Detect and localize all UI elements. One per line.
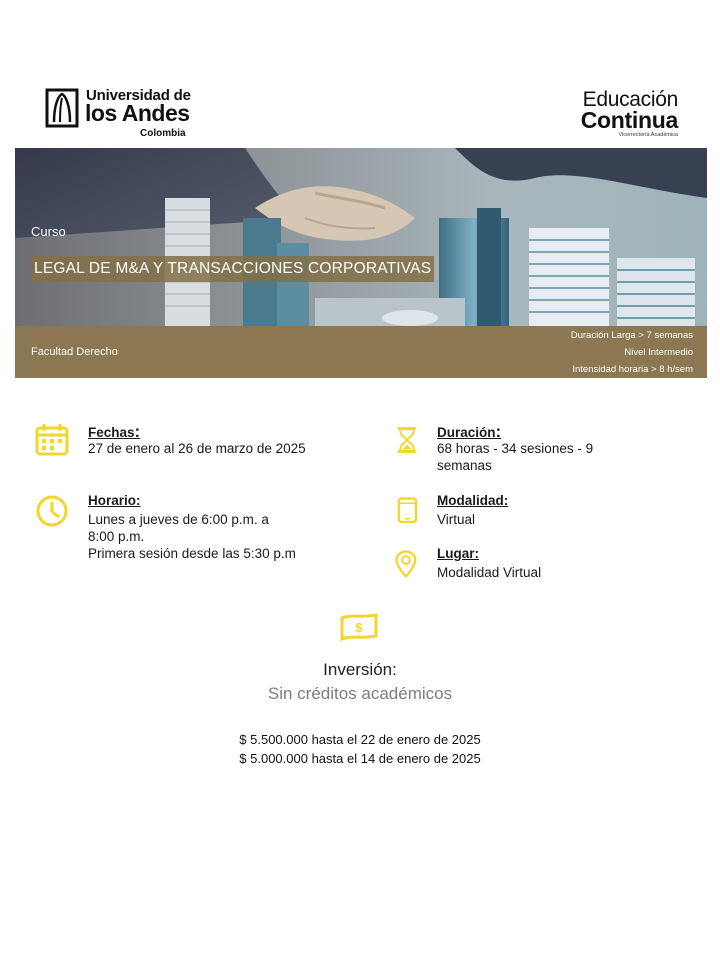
andes-logo-line3: Colombia: [140, 128, 186, 139]
duracion-label: Duración:: [437, 422, 502, 441]
fechas-label: Fechas:: [88, 422, 141, 441]
ec-logo-line1: Educación: [582, 88, 678, 111]
duracion-block: [383, 422, 643, 482]
faculty-label: Facultad Derecho: [31, 346, 118, 358]
horario-label: Horario:: [88, 493, 141, 508]
course-title: LEGAL DE M&A Y TRANSACCIONES CORPORATIVAS: [31, 256, 434, 282]
clock-icon: [34, 493, 70, 529]
andes-emblem-icon: [44, 86, 80, 130]
ec-logo-line2: Continua: [580, 107, 678, 133]
andes-logo-line1: Universidad de: [86, 87, 191, 104]
modalidad-label: Modalidad:: [437, 493, 509, 508]
tablet-icon: [395, 493, 423, 529]
price-early: $ 5.500.000 hasta el 22 de enero de 2025: [239, 732, 481, 747]
lugar-value: Modalidad Virtual: [437, 565, 542, 580]
location-pin-icon: [395, 546, 423, 582]
calendar-icon: [34, 422, 70, 458]
investment-subtitle: Sin créditos académicos: [267, 684, 453, 703]
course-duration-meta: Duración Larga > 7 semanas: [570, 330, 693, 341]
duracion-value: 68 horas - 34 sesiones - 9 semanas: [437, 441, 594, 473]
price-earliest: $ 5.000.000 hasta el 14 de enero de 2025: [239, 751, 481, 766]
modalidad-value: Virtual: [437, 512, 476, 527]
ec-logo-line3: Vicerrectoría Académica: [618, 132, 678, 138]
horario-note: Primera sesión desde las 5:30 p.m: [88, 546, 296, 561]
course-level-meta: Nivel Intermedio: [624, 347, 693, 358]
andes-logo-line2: los Andes: [85, 100, 190, 126]
course-banner: [15, 148, 707, 378]
lugar-label: Lugar:: [437, 546, 479, 561]
svg-text:$: $: [355, 620, 363, 635]
modalidad-block: [383, 493, 643, 533]
lugar-block: [383, 546, 643, 586]
money-bill-icon: [338, 612, 380, 642]
hourglass-icon: [393, 422, 421, 458]
fechas-value: 27 de enero al 26 de marzo de 2025: [88, 441, 306, 456]
horario-value: Lunes a jueves de 6:00 p.m. a 8:00 p.m.: [88, 512, 269, 544]
investment-title: Inversión:: [323, 660, 397, 679]
educacion-continua-logo: [568, 88, 678, 144]
horario-block: [34, 493, 334, 573]
course-intensity-meta: Intensidad horaria > 8 h/sem: [572, 364, 693, 375]
course-kicker: Curso: [31, 224, 66, 239]
fechas-block: [34, 422, 324, 482]
universidad-de-los-andes-logo: [44, 86, 194, 144]
